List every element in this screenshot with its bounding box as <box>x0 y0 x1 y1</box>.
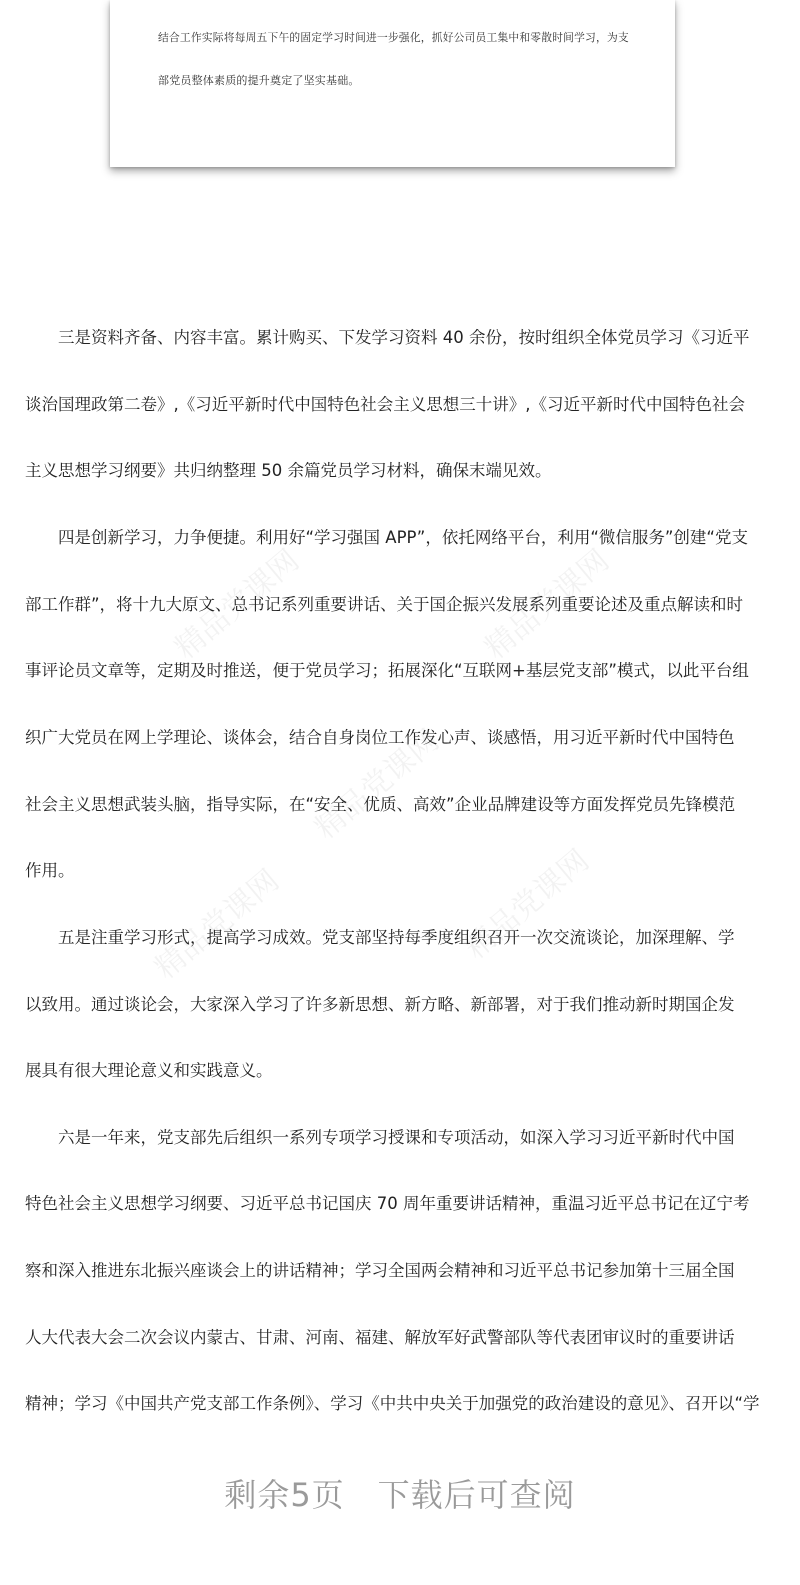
paragraph-line: 六是一年来，党支部先后组织一系列专项学习授课和专项活动，如深入学习习近平新时代中国 <box>58 1128 735 1147</box>
download-prompt[interactable]: 剩余5页 下载后可查阅 <box>224 1476 576 1514</box>
card-text-line: 部党员整体素质的提升奠定了坚实基础。 <box>158 74 360 87</box>
paragraph-line: 事评论员文章等，定期及时推送，便于党员学习；拓展深化“互联网+基层党支部”模式，以此平台组 <box>25 661 749 680</box>
card-text-line: 结合工作实际将每周五下午的固定学习时间进一步强化，抓好公司员工集中和零散时间学习，为支 <box>158 31 629 44</box>
watermark: 精品党课网 <box>458 843 596 967</box>
watermark: 精品党课网 <box>308 723 446 847</box>
paragraph-line: 织广大党员在网上学理论、谈体会，结合自身岗位工作发心声、谈感悟，用习近平新时代中国特色 <box>25 728 735 747</box>
watermark: 精品党课网 <box>148 863 286 987</box>
watermark: 精品党课网 <box>478 543 616 667</box>
paragraph-line: 精神；学习《中国共产党支部工作条例》、学习《中共中央关于加强党的政治建设的意见》、召开以“学 <box>25 1394 760 1413</box>
paragraph-line: 察和深入推进东北振兴座谈会上的讲话精神；学习全国两会精神和习近平总书记参加第十三届全国 <box>25 1261 735 1280</box>
paragraph-line: 四是创新学习，力争便捷。利用好“学习强国 APP”，依托网络平台，利用“微信服务”创建“党支 <box>58 528 748 547</box>
watermark: 精品党课网 <box>168 543 306 667</box>
paragraph-line: 展具有很大理论意义和实践意义。 <box>25 1061 273 1080</box>
paragraph-line: 三是资料齐备、内容丰富。累计购买、下发学习资料 40 余份，按时组织全体党员学习《习近平 <box>58 328 750 347</box>
paragraph-line: 部工作群”，将十九大原文、总书记系列重要讲话、关于国企振兴发展系列重要论述及重点解读和时 <box>25 595 744 614</box>
paragraph-line: 作用。 <box>25 861 75 880</box>
previous-page-card <box>110 0 675 167</box>
paragraph-line: 社会主义思想武装头脑，指导实际，在“安全、优质、高效”企业品牌建设等方面发挥党员先锋模范 <box>25 795 736 814</box>
paragraph-line: 人大代表大会二次会议内蒙古、甘肃、河南、福建、解放军好武警部队等代表团审议时的重要讲话 <box>25 1328 735 1347</box>
paragraph-line: 以致用。通过谈论会，大家深入学习了许多新思想、新方略、新部署，对于我们推动新时期国企发 <box>25 995 735 1014</box>
paragraph-line: 主义思想学习纲要》共归纳整理 50 余篇党员学习材料，确保末端见效。 <box>25 461 552 480</box>
paragraph-line: 特色社会主义思想学习纲要、习近平总书记国庆 70 周年重要讲话精神，重温习近平总书记在辽宁考 <box>25 1194 750 1213</box>
paragraph-line: 谈治国理政第二卷》,《习近平新时代中国特色社会主义思想三十讲》,《习近平新时代中国特色社会 <box>25 395 745 414</box>
paragraph-line: 五是注重学习形式，提高学习成效。党支部坚持每季度组织召开一次交流谈论，加深理解、学 <box>58 928 735 947</box>
